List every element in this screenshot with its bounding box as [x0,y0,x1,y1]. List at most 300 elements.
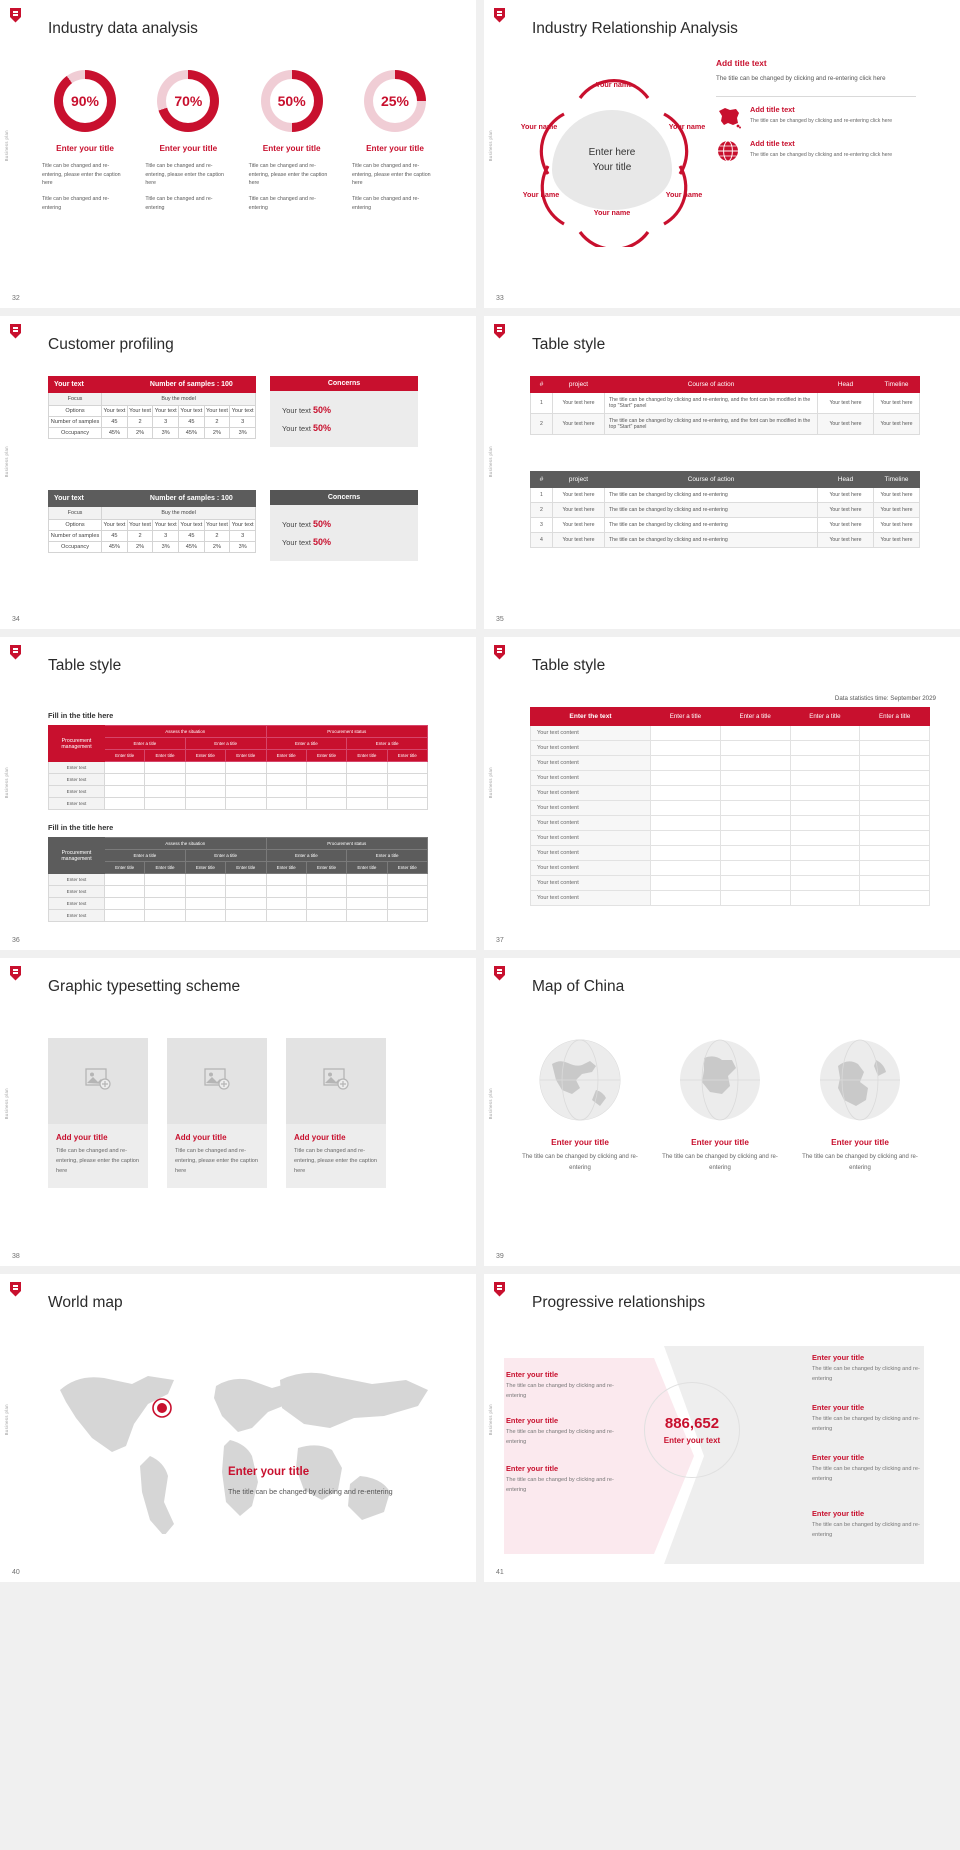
customer-table-1 [48,376,256,439]
data-table [530,707,930,906]
right-card [802,1346,942,1391]
page-title: Map of China [532,978,625,995]
cell-timeline: Your text here [874,414,920,435]
donut-body [350,162,440,213]
globe-icon [716,139,742,163]
cell: 45% [102,428,128,439]
cell: Your text [230,520,256,531]
cell: 2 [127,417,153,428]
table-row [531,801,930,816]
row-label: Number of samples [49,417,102,428]
group-header: Procurement status [266,726,428,738]
leaf-header: Enter title [185,862,225,874]
cell: Your text [204,406,230,417]
cell-action: The title can be changed by clicking and re-entering [605,503,818,518]
page-title: Industry Relationship Analysis [532,20,738,37]
card-body: Title can be changed and re-entering, please enter the caption here [175,1148,259,1174]
cell: 3 [153,417,179,428]
table-row [531,414,920,435]
col-header: project [553,377,605,393]
center-line-1: Enter here [588,147,636,158]
slide-40 [0,1274,476,1582]
table-row [49,531,256,542]
sub-header: Enter a title [347,850,428,862]
concerns-body [270,391,418,447]
globe-icon [678,1109,762,1126]
table-header-row [531,708,930,726]
cell: Your text content [531,831,651,846]
image-placeholder-icon [323,1068,349,1095]
table-row [531,861,930,876]
action-table-1 [530,376,920,435]
donut-body-line2: Title can be changed and re-entering [248,196,316,211]
donut-body-line1: Title can be changed and re-entering, please enter the caption here [248,163,328,187]
relationship-diagram [514,62,714,247]
leaf-header: Enter title [145,750,185,762]
cell: 45% [179,542,205,553]
leaf-header: Enter title [145,862,185,874]
donut-body [40,162,130,213]
table-row [531,741,930,756]
cell: Your text content [531,846,651,861]
concerns-text: Your text [282,538,311,547]
cell: Your text [127,406,153,417]
shield-badge-icon [493,644,506,660]
sidebar-label: Business plan [488,1088,493,1120]
page-number: 34 [12,616,20,623]
world-map [30,1344,450,1534]
sub-header: Enter a title [347,738,428,750]
cell: Your text [230,406,256,417]
table-row [49,542,256,553]
col-header: Timeline [874,377,920,393]
donut-body [247,162,337,213]
globe-icon [538,1109,622,1126]
col-header: Course of action [605,472,818,488]
cell-action: The title can be changed by clicking and re-entering, and the font can be modified in the top "Start" panel [605,393,818,414]
shield-badge-icon [9,323,22,339]
page-number: 33 [496,295,504,302]
sub-header: Enter a title [105,738,186,750]
data-time-note: Data statistics time: September 2029 [834,695,936,702]
cell: Your text content [531,756,651,771]
slide-row [0,0,960,308]
card-body: Title can be changed and re-entering, please enter the caption here [56,1148,140,1174]
cell: 2 [127,531,153,542]
globe-body: The title can be changed by clicking and re-entering [802,1154,918,1171]
leaf-header: Enter title [347,862,387,874]
table-header-row [49,726,428,738]
image-placeholder-icon [204,1068,230,1095]
section-label-2: Fill in the title here [48,823,114,832]
concerns-pct: 50% [312,405,331,415]
row-label: Occupancy [49,428,102,439]
table-row [49,898,428,910]
leaf-header: Enter title [347,750,387,762]
table-header-row [49,862,428,874]
shield-badge-icon [9,965,22,981]
center-metric [644,1382,740,1478]
sub-header: Enter a title [266,850,347,862]
table-row [49,798,428,810]
diagram-node: Your name [595,80,633,89]
globe-item [520,1038,640,1174]
slide-32 [0,0,476,308]
diagram-node: Your name [593,208,631,217]
graphic-card [48,1038,148,1188]
cell: 2% [204,428,230,439]
diagram-node: Your name [668,122,706,131]
corner-label: Procurement management [49,726,105,762]
concerns-line [282,419,406,437]
card-title: Enter your title [812,1509,865,1518]
page-number: 36 [12,937,20,944]
card-title: Enter your title [812,1403,865,1412]
donut-item [143,70,233,220]
page-number: 32 [12,295,20,302]
donut-body-line1: Title can be changed and re-entering, please enter the caption here [42,163,121,187]
slide-row [0,316,960,629]
donut-value: 25% [380,93,409,109]
slide-39 [484,958,960,1266]
callout-title: Enter your title [228,1466,310,1478]
page-title: Progressive relationships [532,1294,706,1311]
page-title: Table style [532,657,606,674]
row-label: Enter text [49,886,105,898]
item-title: Add title text [750,138,795,148]
table-row [49,406,256,417]
donut-body [143,162,233,213]
donut-caption: Enter your title [159,144,218,153]
cell: Your text content [531,726,651,741]
concerns-text: Your text [282,424,311,433]
col-header: Enter a title [651,708,721,726]
left-card [506,1370,626,1401]
sub-header: Enter a title [266,738,347,750]
cell: Your text content [531,786,651,801]
divider [716,96,916,97]
sidebar-label: Business plan [4,130,9,162]
procurement-table-2 [48,837,428,922]
globe-title: Enter your title [691,1138,749,1147]
cell: Your text [153,406,179,417]
graphic-card [286,1038,386,1188]
image-placeholder-icon [85,1068,111,1095]
cell: 45% [179,428,205,439]
concerns-pct: 50% [312,537,331,547]
table-row [49,507,256,520]
table-row [531,488,920,503]
cell-head: Your text here [818,518,874,533]
cell: Your text [179,520,205,531]
cell: Your text [102,520,128,531]
diagram-node: Your name [522,190,560,199]
row-label: Number of samples [49,531,102,542]
relationship-text-panel [716,58,916,173]
table-header-row [49,377,256,393]
header-right: Number of samples : 100 [127,491,255,507]
cell: 45 [102,417,128,428]
row-label: Enter text [49,874,105,886]
table-row [531,533,920,548]
table-row [531,876,930,891]
card-body: The title can be changed by clicking and re-entering [812,1466,920,1482]
donut-item [40,70,130,220]
cell-head: Your text here [818,414,874,435]
card-body: The title can be changed by clicking and re-entering [812,1416,920,1432]
left-card [506,1416,626,1447]
card-title: Enter your title [812,1353,865,1362]
sidebar-label: Business plan [4,446,9,478]
col-header: project [553,472,605,488]
cell: 45 [102,531,128,542]
card-caption [167,1124,267,1188]
donut-value: 70% [174,93,203,109]
card-body: The title can be changed by clicking and re-entering [506,1429,614,1445]
row-label: Enter text [49,786,105,798]
sub-header: Enter a title [185,850,266,862]
leaf-header: Enter title [387,750,427,762]
table-row [531,891,930,906]
globe-body: The title can be changed by clicking and re-entering [522,1154,638,1171]
cell: 3% [230,542,256,553]
col-header: Course of action [605,377,818,393]
panel-body: The title can be changed by clicking and re-entering click here [716,75,886,82]
concerns-panel-2 [270,490,418,561]
concerns-header: Concerns [270,490,418,505]
image-placeholder [286,1038,386,1124]
cell: 45 [179,417,205,428]
image-placeholder [167,1038,267,1124]
slide-row [0,958,960,1266]
graphic-card [167,1038,267,1188]
row-label: Enter text [49,762,105,774]
concerns-pct: 50% [312,423,331,433]
donut-caption: Enter your title [56,144,114,153]
focus-label: Focus [49,393,102,406]
row-label: Enter text [49,898,105,910]
cell: 3 [230,531,256,542]
table-row [531,756,930,771]
card-title: Enter your title [506,1464,559,1473]
cell: Your text content [531,771,651,786]
cell-head: Your text here [818,533,874,548]
donut-chart [157,70,219,132]
slide-row [0,637,960,950]
cell: Your text [153,520,179,531]
cell-project: Your text here [553,503,605,518]
leaf-header: Enter title [226,750,266,762]
concerns-text: Your text [282,406,311,415]
card-body: Title can be changed and re-entering, please enter the caption here [294,1148,378,1174]
table-row [531,503,920,518]
panel-item [716,139,916,163]
cell-num: 4 [531,533,553,548]
donut-body-line1: Title can be changed and re-entering, please enter the caption here [351,163,431,187]
table-row [531,726,930,741]
page-title: Industry data analysis [48,20,198,37]
donut-body-line2: Title can be changed and re-entering [145,196,213,211]
right-card [802,1396,942,1441]
diagram-node: Your name [665,190,703,199]
page-number: 39 [496,1253,504,1260]
corner-label: Procurement management [49,838,105,874]
slide-34 [0,316,476,629]
sidebar-label: Business plan [488,767,493,799]
cell: 3% [153,428,179,439]
page-number: 38 [12,1253,20,1260]
cell: Your text content [531,876,651,891]
row-label: Enter text [49,798,105,810]
slide-37 [484,637,960,950]
table-row [531,518,920,533]
sidebar-label: Business plan [488,1404,493,1436]
concerns-header: Concerns [270,376,418,391]
page-number: 37 [496,937,504,944]
cell: Your text [102,406,128,417]
page-title: Table style [532,336,606,353]
concerns-line [282,533,406,551]
table-header-row [49,838,428,850]
page-title: Table style [48,657,122,674]
cell: Your text content [531,801,651,816]
cell-project: Your text here [553,518,605,533]
shield-badge-icon [9,7,22,23]
shield-badge-icon [9,1281,22,1297]
group-header: Procurement status [266,838,428,850]
cell-project: Your text here [553,488,605,503]
shield-badge-icon [493,7,506,23]
concerns-text: Your text [282,520,311,529]
item-body: The title can be changed by clicking and re-entering click here [750,151,893,158]
donut-chart [261,70,323,132]
page-title: Graphic typesetting scheme [48,978,241,995]
section-label-1: Fill in the title here [48,711,114,720]
focus-label: Focus [49,507,102,520]
cell: 2% [127,542,153,553]
table-row [531,831,930,846]
globe-body: The title can be changed by clicking and re-entering [662,1154,778,1171]
procurement-table-1 [48,725,428,810]
group-header: Assess the situation [105,726,267,738]
table-row [531,846,930,861]
sidebar-label: Business plan [488,130,493,162]
sub-header: Enter a title [185,738,266,750]
table-header-row [49,738,428,750]
card-body: The title can be changed by clicking and re-entering [812,1366,920,1382]
globe-icon [818,1109,902,1126]
col-header: Head [818,472,874,488]
shield-badge-icon [9,644,22,660]
center-line-2: Your title [592,162,632,173]
cell: 2 [204,531,230,542]
customer-table-2 [48,490,256,553]
leaf-header: Enter title [266,862,306,874]
card-title: Enter your title [812,1453,865,1462]
shield-badge-icon [493,965,506,981]
table-header-row [531,472,920,488]
focus-value: Buy the model [102,393,256,406]
cell-num: 2 [531,414,553,435]
cell: 45% [102,542,128,553]
col-header: Enter a title [860,708,930,726]
donut-item [350,70,440,220]
card-title: Enter your title [506,1416,559,1425]
table-row [49,786,428,798]
cell: Your text [179,406,205,417]
cell: Your text content [531,816,651,831]
row-label: Enter text [49,910,105,922]
left-card [506,1464,626,1495]
table-row [49,774,428,786]
concerns-panel-1 [270,376,418,447]
cell: Your text [204,520,230,531]
card-title: Add your title [56,1133,108,1142]
table-row [49,520,256,531]
leaf-header: Enter title [306,750,346,762]
concerns-line [282,401,406,419]
slide-35 [484,316,960,629]
cell: 2 [204,417,230,428]
card-title: Add your title [294,1133,346,1142]
col-header: Timeline [874,472,920,488]
slide-33 [484,0,960,308]
card-body: The title can be changed by clicking and re-entering [812,1522,920,1538]
col-header: # [531,377,553,393]
cell-num: 3 [531,518,553,533]
concerns-line [282,515,406,533]
center-caption: Enter your text [663,1436,721,1445]
table-row [49,393,256,406]
globe-item [660,1038,780,1174]
shield-badge-icon [493,1281,506,1297]
cell-num: 2 [531,503,553,518]
leaf-header: Enter title [387,862,427,874]
card-body: The title can be changed by clicking and re-entering [506,1383,614,1399]
donut-chart [364,70,426,132]
donut-caption: Enter your title [366,144,424,153]
cell-action: The title can be changed by clicking and re-entering, and the font can be modified in the top "Start" panel [605,414,818,435]
globe-title: Enter your title [551,1138,609,1147]
action-table-2 [530,471,920,548]
cell: Your text content [531,741,651,756]
cell: Your text content [531,891,651,906]
cell: Your text [127,520,153,531]
cell-timeline: Your text here [874,488,920,503]
header-left: Your text [49,377,128,393]
cell: 2% [127,428,153,439]
donut-body-line2: Title can be changed and re-entering [351,196,420,211]
cell-action: The title can be changed by clicking and re-entering [605,518,818,533]
right-card [802,1502,942,1547]
card-title: Enter your title [506,1370,559,1379]
right-card [802,1446,942,1491]
cell: 3 [230,417,256,428]
cell-action: The title can be changed by clicking and re-entering [605,488,818,503]
table-row [49,428,256,439]
leaf-header: Enter title [185,750,225,762]
page-title: World map [48,1294,123,1311]
row-label: Enter text [49,774,105,786]
table-row [49,762,428,774]
cell-timeline: Your text here [874,503,920,518]
table-row [49,417,256,428]
cell-timeline: Your text here [874,533,920,548]
table-row [49,886,428,898]
col-header: # [531,472,553,488]
donut-value: 90% [70,93,100,109]
center-number: 886,652 [664,1415,720,1432]
